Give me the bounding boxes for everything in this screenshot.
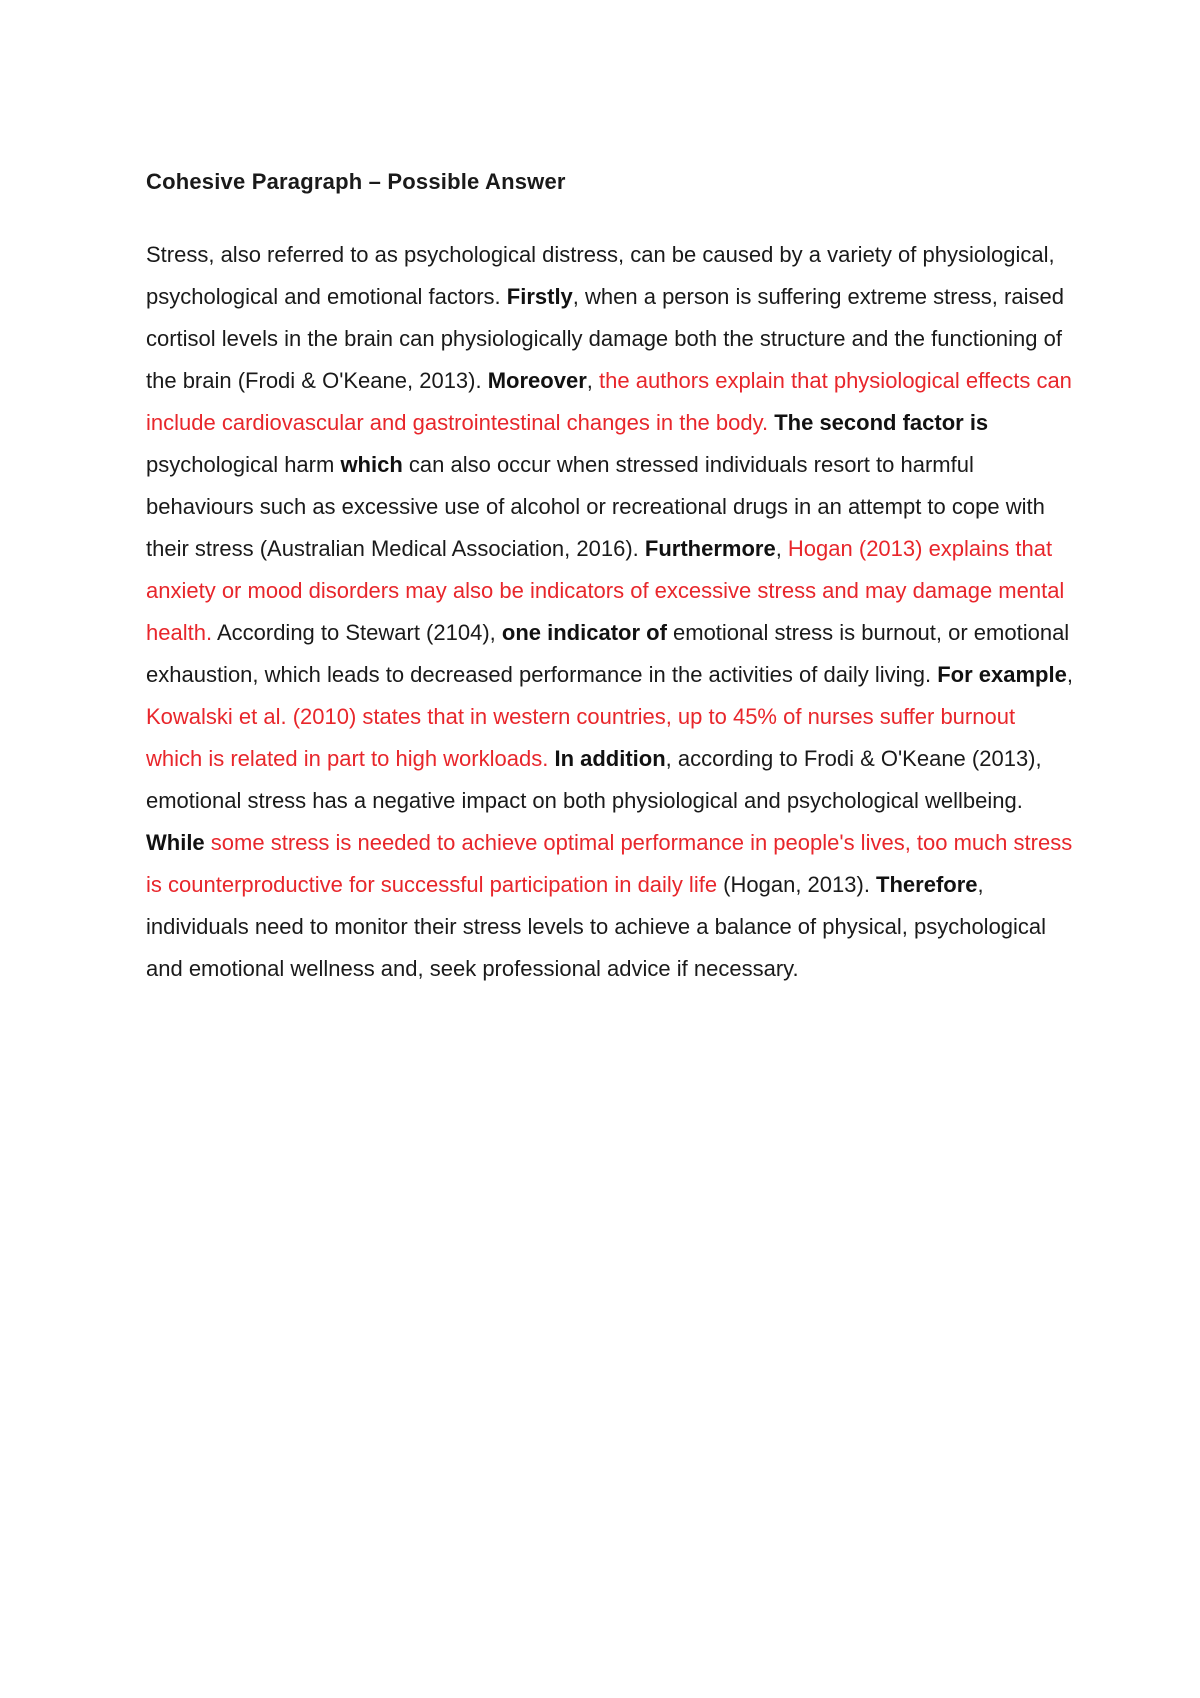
paragraph-text: emotional stress is burnout, or emotional exhaustion, which leads to decreased performance in the activities of daily living.	[146, 620, 1070, 687]
highlighted-text: the authors explain that physiological effects can include cardiovascular and gastrointestinal changes in the body.	[146, 368, 1072, 435]
paragraph-text: ,	[775, 536, 788, 561]
emphasis-text: Firstly	[506, 284, 573, 309]
paragraph-text: , individuals need to monitor their stress levels to achieve a balance of physical, psychological and emotional wellness and, seek professional advice if necessary.	[146, 872, 1047, 981]
highlighted-text: Kowalski et al. (2010) states that in western countries, up to 45% of nurses suffer burnout which is related in part to high workloads.	[146, 704, 1016, 771]
emphasis-text: While	[146, 830, 205, 855]
paragraph-text: Stress, also referred to as psychological distress, can be caused by a variety of physiological, psychological and emotional factors.	[146, 242, 1055, 309]
emphasis-text: For example	[937, 662, 1067, 687]
paragraph-text: ,	[586, 368, 600, 393]
paragraph-text: , when a person is suffering extreme stress, raised cortisol levels in the brain can physiologically damage both the structure and the functioning of the brain (Frodi & O'Keane, 2013).	[146, 284, 1064, 393]
emphasis-text: Therefore	[876, 872, 978, 897]
highlighted-text: some stress is needed to achieve optimal performance in people's lives, too much stress is counterproductive for successful participation in daily life	[146, 830, 1073, 897]
paragraph-text: ,	[1066, 662, 1073, 687]
page-title: Cohesive Paragraph – Possible Answer	[146, 169, 566, 194]
emphasis-text: which	[340, 452, 403, 477]
paragraph-text: psychological harm	[146, 452, 341, 477]
emphasis-text: Moreover	[487, 368, 587, 393]
emphasis-text: one indicator of	[501, 620, 667, 645]
body-paragraph	[146, 234, 1076, 990]
document-content	[146, 168, 1076, 990]
emphasis-text: In addition	[554, 746, 666, 771]
paragraph-text: According to Stewart (2104),	[212, 620, 502, 645]
emphasis-text: The second factor is	[774, 410, 989, 435]
paragraph-text: , according to Frodi & O'Keane (2013), emotional stress has a negative impact on both physiological and psychological wellbeing.	[146, 746, 1042, 813]
paragraph-text: can also occur when stressed individuals resort to harmful behaviours such as excessive use of alcohol or recreational drugs in an attempt to cope with their stress (Australian Medical Association, 2016).	[146, 452, 1045, 561]
emphasis-text: Furthermore	[644, 536, 776, 561]
paragraph-text: (Hogan, 2013).	[717, 872, 877, 897]
highlighted-text: Hogan (2013) explains that anxiety or mood disorders may also be indicators of excessive stress and may damage mental health.	[146, 536, 1065, 645]
